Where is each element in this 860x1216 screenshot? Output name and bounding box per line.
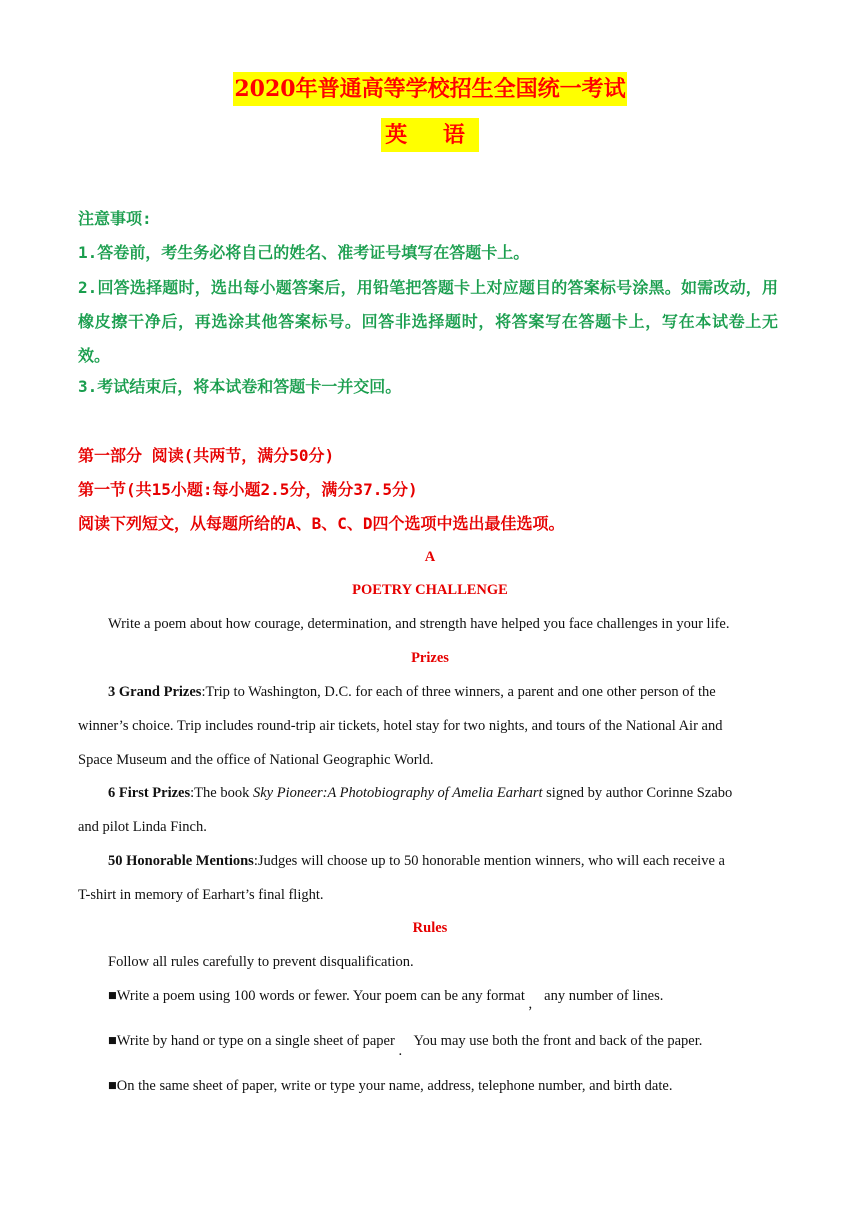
subject-title: 英 语: [381, 118, 479, 152]
honorable-line-2: T-shirt in memory of Earhart’s final flight.: [78, 887, 324, 903]
passage-letter: A: [424, 549, 436, 565]
rule-1: [108, 986, 812, 1012]
rule-2-mark: .: [398, 1043, 403, 1059]
prizes-heading: Prizes: [411, 650, 449, 666]
honorable-label: 50 Honorable Mentions: [108, 853, 254, 869]
rule-3: ■On the same sheet of paper, write or type your name, address, telephone number, and birth date.: [108, 1078, 673, 1094]
notes-heading: 注意事项:: [78, 209, 152, 228]
first-prize-pre: :The book: [190, 785, 253, 801]
passage-title: POETRY CHALLENGE: [352, 582, 508, 598]
first-prize-book-title: Sky Pioneer:A Photobiography of Amelia Earhart: [252, 785, 543, 801]
part-title: 第一部分 阅读(共两节，满分50分): [78, 446, 335, 465]
rule-1-text-b: any number of lines.: [544, 988, 664, 1004]
rules-intro: Follow all rules carefully to prevent disqualification.: [108, 954, 414, 970]
rule-2-text-a: ■Write by hand or type on a single sheet of paper: [108, 1033, 395, 1049]
exam-title: 2020年普通高等学校招生全国统一考试: [233, 72, 626, 106]
exam-title-row: [0, 72, 860, 106]
grand-prize-text-1: :Trip to Washington, D.C. for each of three winners, a parent and one other person of the: [201, 684, 716, 700]
notes-item-3: 3.考试结束后，将本试卷和答题卡一并交回。: [78, 377, 402, 396]
first-prize-label: 6 First Prizes: [108, 785, 191, 801]
rule-2: [108, 1031, 812, 1059]
rule-1-mark: ,: [528, 996, 533, 1012]
first-prize-line-2: and pilot Linda Finch.: [78, 819, 207, 835]
passage-intro: Write a poem about how courage, determination, and strength have helped you face challenges in your life.: [108, 616, 730, 632]
honorable-line-1: [108, 851, 812, 871]
subject-title-row: [0, 118, 860, 152]
grand-prize-line-3: Space Museum and the office of National Geographic World.: [78, 752, 434, 768]
notes-item-2: 2.回答选择题时，选出每小题答案后，用铅笔把答题卡上对应题目的答案标号涂黑。如需改动，用橡皮擦干净后，再选涂其他答案标号。回答非选择题时，将答案写在答题卡上，写在本试卷上无效。: [78, 278, 778, 365]
rules-heading: Rules: [412, 920, 448, 936]
rule-2-text-b: You may use both the front and back of the paper.: [413, 1033, 703, 1049]
honorable-text-1: :Judges will choose up to 50 honorable mention winners, who will each receive a: [253, 853, 725, 869]
section-title: 第一节(共15小题:每小题2.5分，满分37.5分): [78, 480, 418, 499]
notes-item-1: 1.答卷前，考生务必将自己的姓名、准考证号填写在答题卡上。: [78, 243, 530, 262]
instruction-text: 阅读下列短文，从每题所给的A、B、C、D四个选项中选出最佳选项。: [78, 514, 565, 533]
grand-prize-line-1: [108, 682, 812, 702]
first-prize-line-1: [108, 783, 812, 803]
rule-1-text-a: ■Write a poem using 100 words or fewer. Your poem can be any format: [108, 988, 525, 1004]
grand-prize-label: 3 Grand Prizes: [108, 684, 202, 700]
first-prize-post: signed by author Corinne Szabo: [542, 785, 733, 801]
grand-prize-line-2: winner’s choice. Trip includes round-trip air tickets, hotel stay for two nights, and tours of the National Air and: [78, 718, 723, 734]
